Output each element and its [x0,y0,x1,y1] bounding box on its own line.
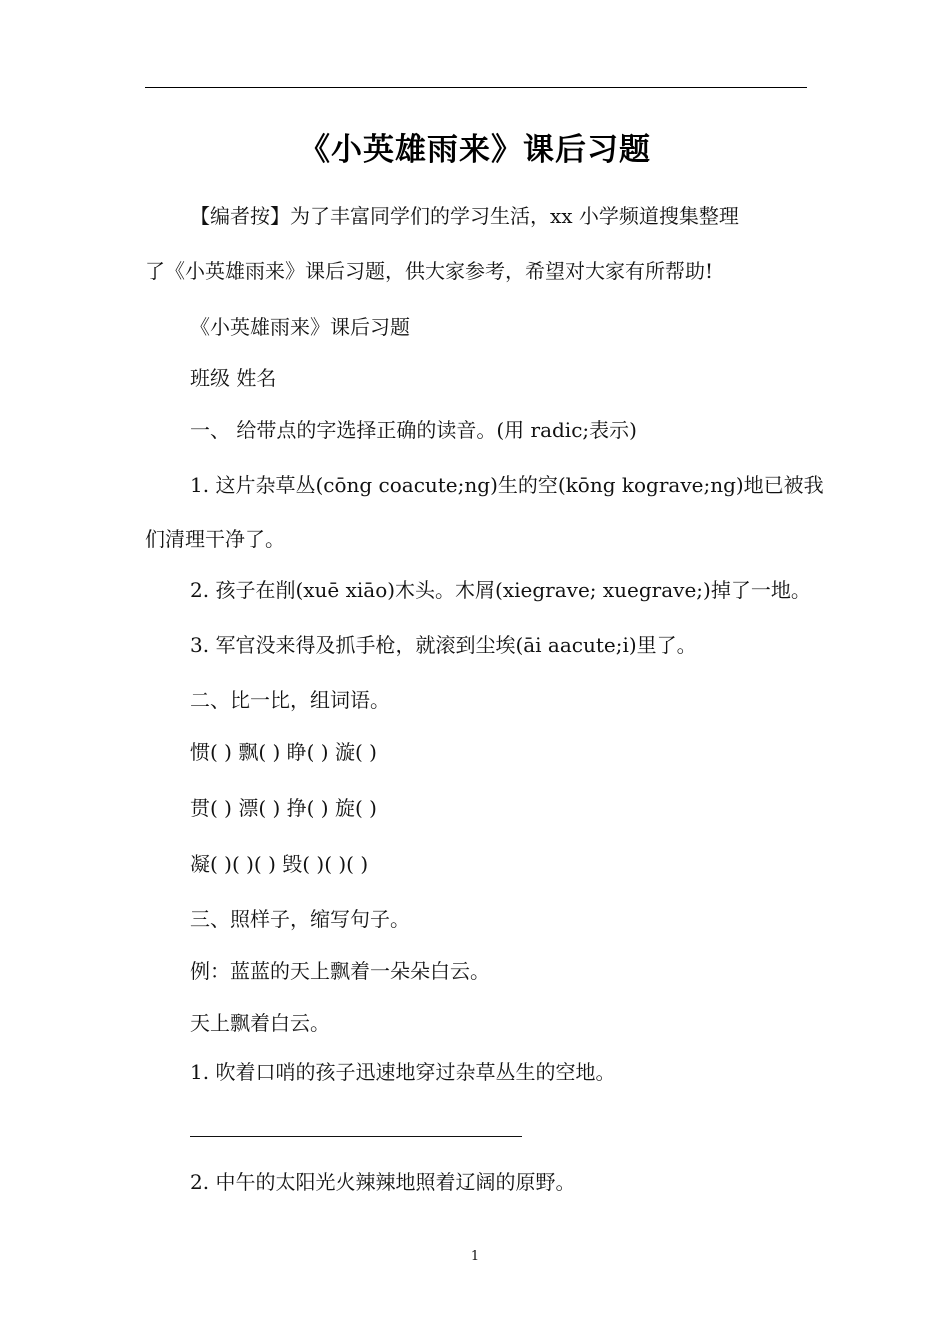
word-row-3: 凝( )( )( ) 毁( )( )( ) [190,852,369,876]
section-3-heading: 三、照样子，缩写句子。 [190,907,410,931]
section-1-heading: 一、 给带点的字选择正确的读音。(用 radic;表示) [190,418,637,442]
section-2-heading: 二、比一比，组词语。 [190,688,390,712]
question-1-1-line-1: 1. 这片杂草丛(cōng coacute;ng)生的空(kōng kograve;ng)地已被我 [190,473,824,497]
class-name-line: 班级 姓名 [190,366,277,390]
question-3-1: 1. 吹着口哨的孩子迅速地穿过杂草丛生的空地。 [190,1060,616,1084]
intro-line-2: 了《小英雄雨来》课后习题，供大家参考，希望对大家有所帮助! [145,259,714,283]
header-rule [145,87,807,88]
document-title: 《小英雄雨来》课后习题 [299,132,651,168]
question-1-1-line-2: 们清理干净了。 [145,527,285,551]
word-row-2: 贯( ) 漂( ) 挣( ) 旋( ) [190,796,377,820]
question-1-3: 3. 军官没来得及抓手枪，就滚到尘埃(āi aacute;i)里了。 [190,633,697,657]
intro-line-1: 【编者按】为了丰富同学们的学习生活，xx 小学频道搜集整理 [190,204,739,228]
question-1-2: 2. 孩子在削(xuē xiāo)木头。木屑(xiegrave; xuegrave;)掉了一地。 [190,578,811,602]
subtitle: 《小英雄雨来》课后习题 [190,315,410,339]
answer-blank-line [190,1136,522,1137]
page-number: 1 [470,1249,480,1264]
example-answer: 天上飘着白云。 [190,1011,330,1035]
example-sentence: 例：蓝蓝的天上飘着一朵朵白云。 [190,959,490,983]
question-3-2: 2. 中午的太阳光火辣辣地照着辽阔的原野。 [190,1170,576,1194]
word-row-1: 惯( ) 飘( ) 睁( ) 漩( ) [190,740,377,764]
